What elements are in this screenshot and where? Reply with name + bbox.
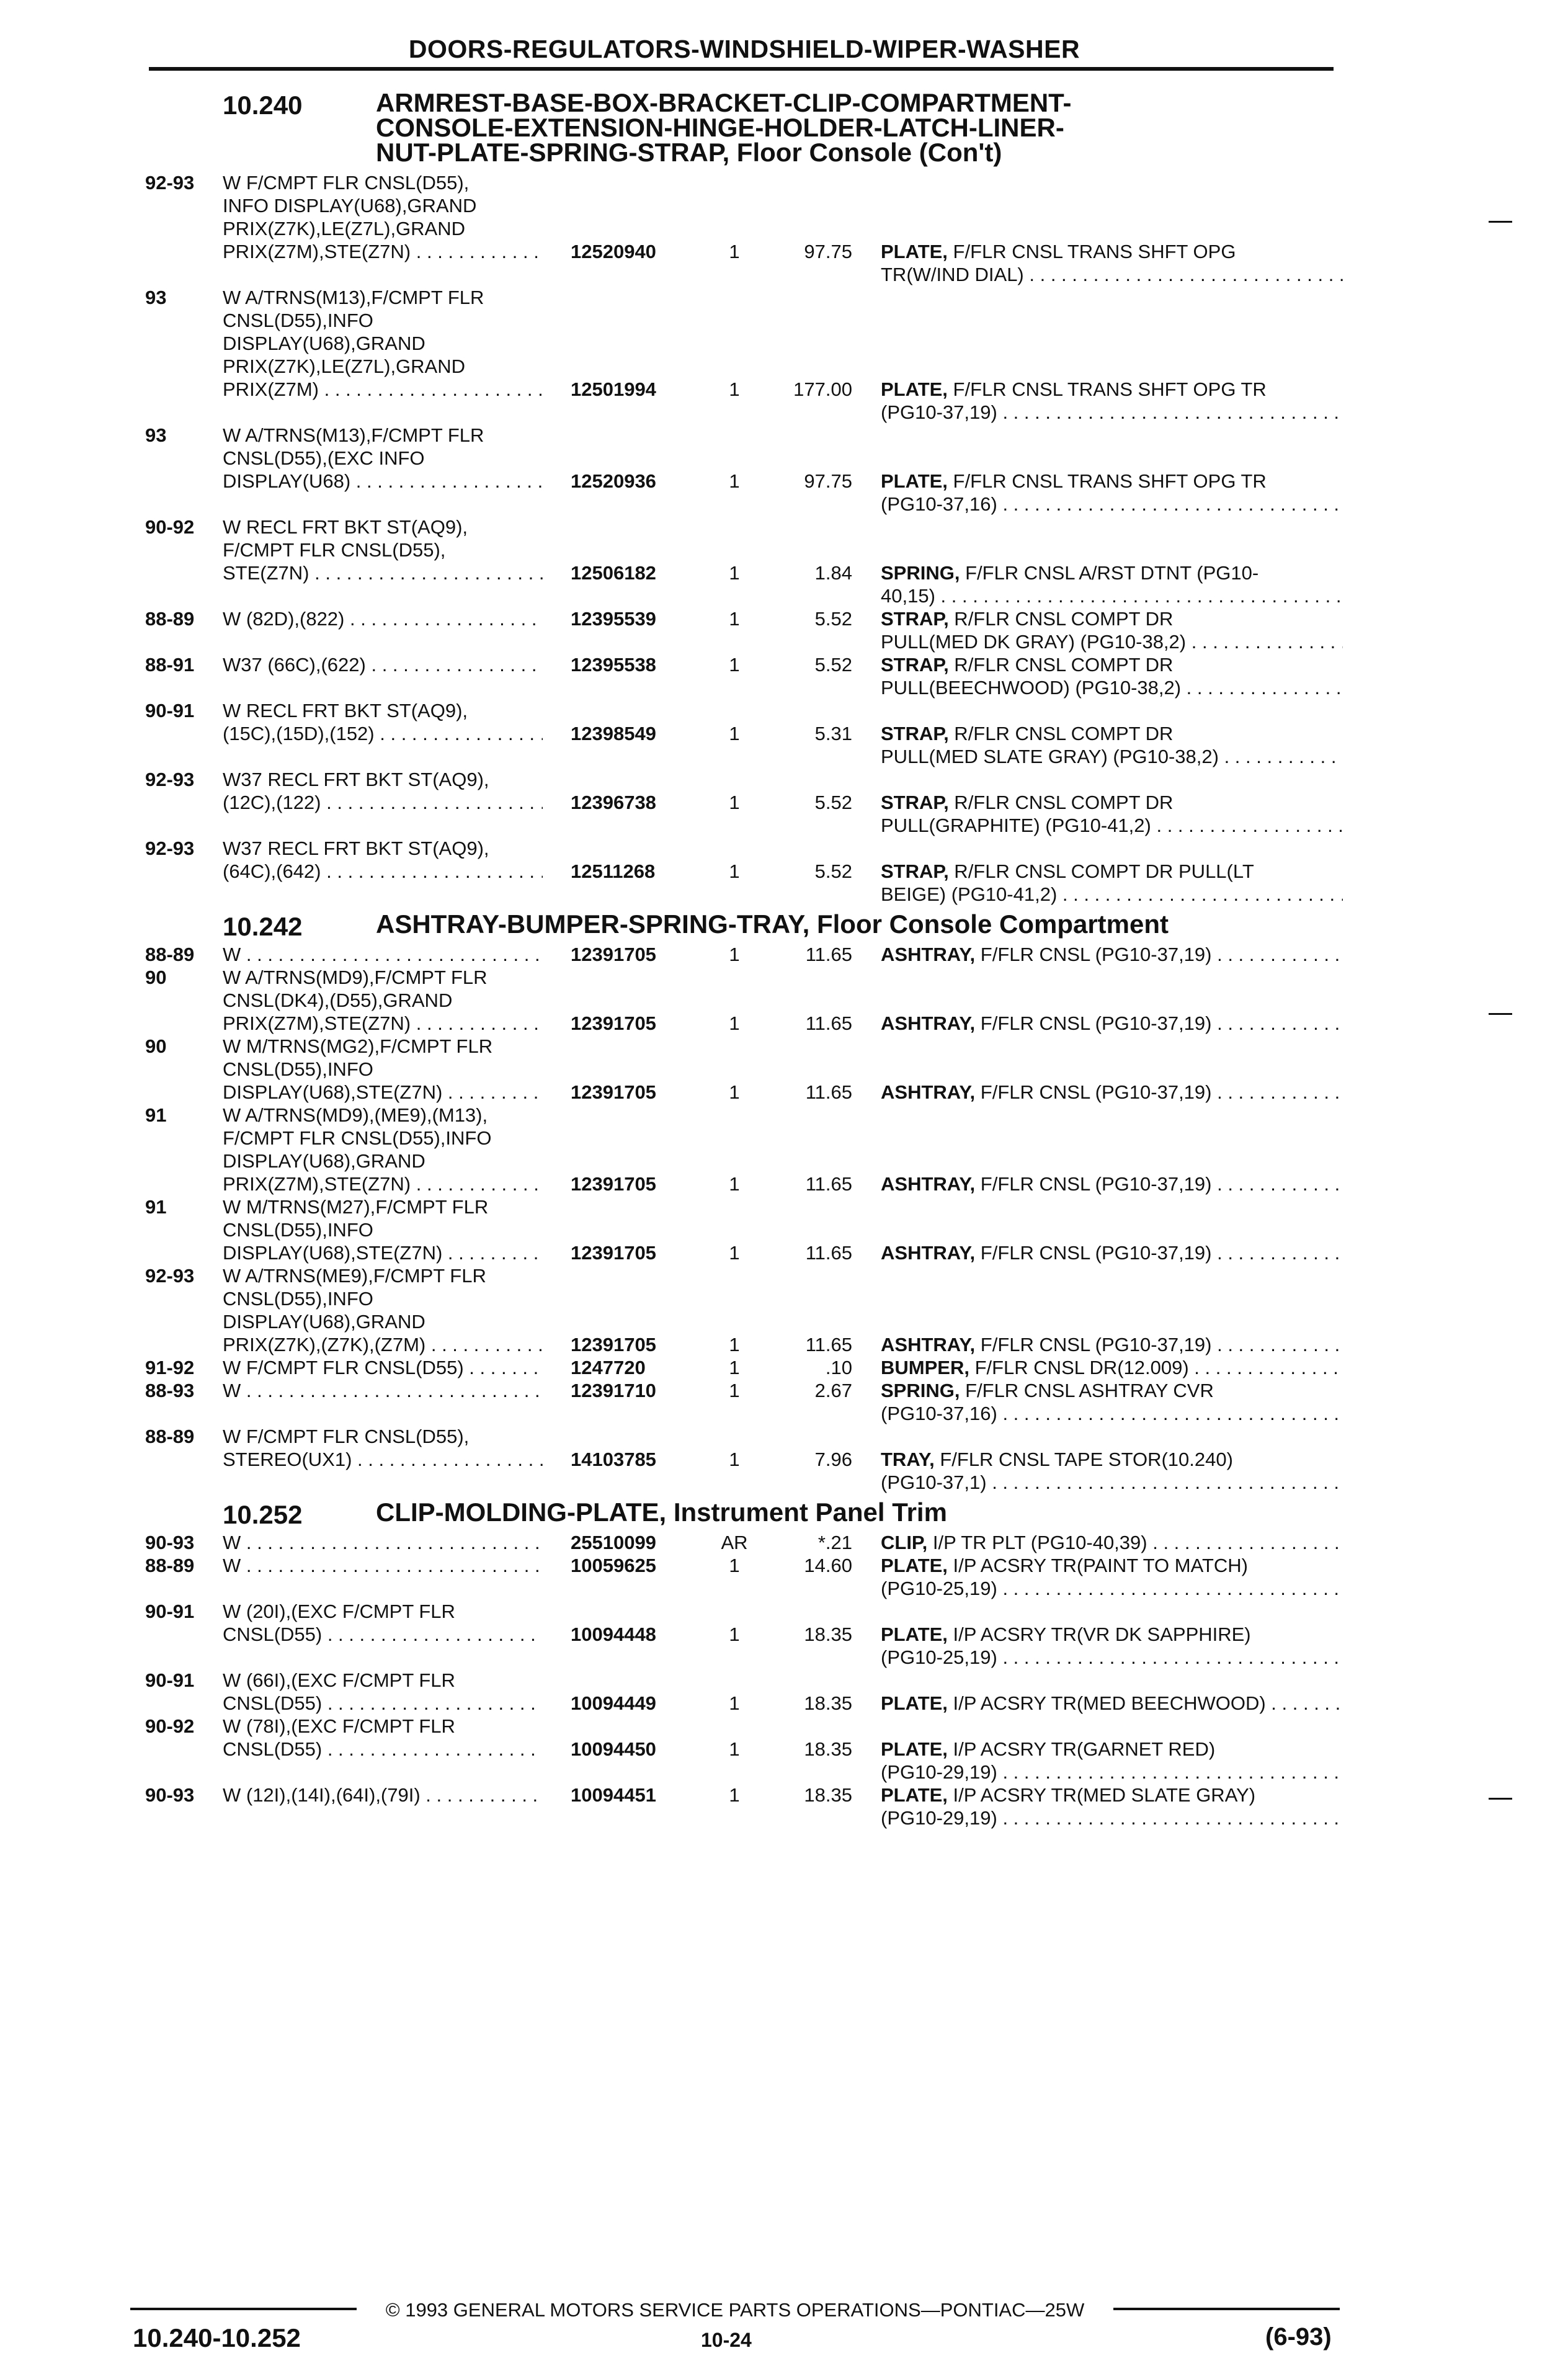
usage-line: PRIX(Z7K),(Z7K),(Z7M) . . . <box>223 1333 543 1356</box>
part-description <box>881 1241 1343 1264</box>
part-description <box>881 1172 1343 1195</box>
part-description <box>881 470 1343 516</box>
part-number: 12395538 <box>571 654 656 676</box>
model-years: 90-91 <box>145 700 195 721</box>
model-years: 88-89 <box>145 608 195 630</box>
section-number: 10.242 <box>223 912 303 941</box>
usage-line: W A/TRNS(ME9),F/CMPT FLR <box>223 1265 486 1287</box>
usage-line: W37 RECL FRT BKT ST(AQ9), <box>223 837 489 859</box>
usage-line: CNSL(D55),INFO <box>223 310 373 331</box>
part-number: 12391705 <box>571 1242 656 1264</box>
part-description-line: SPRING, F/FLR CNSL ASHTRAY CVR <box>881 1380 1214 1401</box>
model-years: 92-93 <box>145 837 195 859</box>
part-row <box>145 768 1342 837</box>
margin-tick <box>1489 1798 1512 1800</box>
quantity: 1 <box>729 1357 740 1378</box>
part-description-line: PLATE, I/P ACSRY TR(MED SLATE GRAY) <box>881 1784 1256 1806</box>
usage-line: STE(Z7N) . . . <box>223 561 543 584</box>
usage-description <box>223 1379 543 1402</box>
price: 18.35 <box>804 1692 852 1714</box>
usage-line: CNSL(D55),INFO <box>223 1058 373 1080</box>
margin-tick <box>1489 221 1512 223</box>
quantity: 1 <box>729 1449 740 1470</box>
usage-line: (12C),(122) . . . <box>223 791 543 814</box>
section-number: 10.252 <box>223 1500 303 1529</box>
part-description <box>881 561 1343 607</box>
usage-description <box>223 1264 543 1356</box>
model-years: 91 <box>145 1104 167 1126</box>
section-heading <box>145 909 1342 941</box>
usage-line: DISPLAY(U68),GRAND <box>223 1150 425 1172</box>
part-number: 12391705 <box>571 944 656 965</box>
usage-line: CNSL(D55),(EXC INFO <box>223 447 425 469</box>
model-years: 90-91 <box>145 1601 195 1622</box>
part-description-line: (PG10-25,19) . . . <box>881 1577 1343 1600</box>
usage-line: W (82D),(822) . . . <box>223 607 543 630</box>
model-years: 90-91 <box>145 1669 195 1691</box>
part-description-line: PULL(BEECHWOOD) (PG10-38,2) . . . <box>881 676 1343 699</box>
parts-listing <box>145 84 1342 1829</box>
part-description <box>881 607 1343 653</box>
usage-line: W . . . <box>223 1554 543 1577</box>
part-description-line: TR(W/IND DIAL) . . . <box>881 263 1343 286</box>
margin-tick <box>1489 1013 1512 1015</box>
quantity: 1 <box>729 378 740 400</box>
part-description <box>881 1448 1343 1494</box>
part-row <box>145 1715 1342 1784</box>
part-number: 12398549 <box>571 723 656 744</box>
part-description <box>881 1081 1343 1104</box>
usage-line: W (20I),(EXC F/CMPT FLR <box>223 1601 455 1622</box>
part-row <box>145 1356 1342 1379</box>
quantity: 1 <box>729 1692 740 1714</box>
footer-page-number: 10-24 <box>701 2329 752 2351</box>
model-years: 93 <box>145 287 167 308</box>
part-number: 12511268 <box>571 860 656 882</box>
part-description-line: TRAY, F/FLR CNSL TAPE STOR(10.240) <box>881 1449 1233 1470</box>
part-description-line: ASHTRAY, F/FLR CNSL (PG10-37,19) . . . <box>881 1172 1343 1195</box>
model-years: 88-91 <box>145 654 195 676</box>
model-years: 91 <box>145 1196 167 1218</box>
quantity: 1 <box>729 1380 740 1401</box>
part-row <box>145 1264 1342 1356</box>
price: 14.60 <box>804 1555 852 1576</box>
usage-description <box>223 1784 543 1806</box>
usage-line: CNSL(DK4),(D55),GRAND <box>223 989 453 1011</box>
price: 7.96 <box>814 1449 852 1470</box>
part-description-line: 40,15) . . . <box>881 584 1343 607</box>
model-years: 90-92 <box>145 516 195 538</box>
model-years: 93 <box>145 424 167 446</box>
quantity: 1 <box>729 1784 740 1806</box>
usage-description <box>223 1531 543 1554</box>
quantity: 1 <box>729 1081 740 1103</box>
part-description-line: ASHTRAY, F/FLR CNSL (PG10-37,19) . . . <box>881 943 1343 966</box>
part-number: 12501994 <box>571 378 656 400</box>
part-number: 1247720 <box>571 1357 646 1378</box>
usage-line: W M/TRNS(MG2),F/CMPT FLR <box>223 1035 493 1057</box>
quantity: 1 <box>729 1738 740 1760</box>
quantity: 1 <box>729 241 740 262</box>
part-description <box>881 1692 1343 1715</box>
part-row <box>145 837 1342 906</box>
part-row <box>145 171 1342 286</box>
part-description-line: ASHTRAY, F/FLR CNSL (PG10-37,19) . . . <box>881 1333 1343 1356</box>
usage-line: W37 (66C),(622) . . . <box>223 653 543 676</box>
part-description <box>881 1738 1343 1784</box>
section-title-line: NUT-PLATE-SPRING-STRAP, Floor Console (Con't) <box>376 138 1002 167</box>
part-description-line: PULL(MED DK GRAY) (PG10-38,2) . . . <box>881 630 1343 653</box>
price: 11.65 <box>805 1334 852 1355</box>
part-number: 10094449 <box>571 1692 656 1714</box>
price: .10 <box>825 1357 852 1378</box>
part-number: 10094451 <box>571 1784 656 1806</box>
part-description-line: PULL(GRAPHITE) (PG10-41,2) . . . <box>881 814 1343 837</box>
footer-rule-right <box>1113 2308 1340 2310</box>
part-number: 10094450 <box>571 1738 656 1760</box>
usage-line: DISPLAY(U68),GRAND <box>223 333 425 354</box>
part-description <box>881 943 1343 966</box>
price: *.21 <box>817 1532 852 1553</box>
quantity: 1 <box>729 1242 740 1264</box>
price: 2.67 <box>814 1380 852 1401</box>
usage-line: W F/CMPT FLR CNSL(D55) . . . <box>223 1356 543 1379</box>
part-row <box>145 1669 1342 1715</box>
part-description <box>881 1333 1343 1356</box>
quantity: 1 <box>729 723 740 744</box>
usage-description <box>223 1425 543 1471</box>
model-years: 88-93 <box>145 1380 195 1401</box>
part-row <box>145 1425 1342 1494</box>
model-years: 92-93 <box>145 172 195 194</box>
part-row <box>145 1195 1342 1264</box>
part-row <box>145 424 1342 516</box>
price: 97.75 <box>804 241 852 262</box>
model-years: 90 <box>145 967 167 988</box>
model-years: 90-93 <box>145 1532 195 1553</box>
part-row <box>145 966 1342 1035</box>
part-description-line: BUMPER, F/FLR CNSL DR(12.009) . . . <box>881 1356 1343 1379</box>
usage-line: W M/TRNS(M27),F/CMPT FLR <box>223 1196 489 1218</box>
part-description-line: (PG10-25,19) . . . <box>881 1646 1343 1669</box>
usage-line: W A/TRNS(MD9),F/CMPT FLR <box>223 967 488 988</box>
part-description-line: (PG10-29,19) . . . <box>881 1806 1343 1829</box>
usage-line: W RECL FRT BKT ST(AQ9), <box>223 516 468 538</box>
part-description-line: PLATE, I/P ACSRY TR(GARNET RED) <box>881 1738 1216 1760</box>
usage-line: W A/TRNS(M13),F/CMPT FLR <box>223 287 484 308</box>
model-years: 90 <box>145 1035 167 1057</box>
part-description <box>881 1012 1343 1035</box>
usage-description <box>223 768 543 814</box>
part-row <box>145 699 1342 768</box>
usage-line: CNSL(D55) . . . <box>223 1692 543 1715</box>
part-description <box>881 791 1343 837</box>
part-number: 12391705 <box>571 1334 656 1355</box>
quantity: 1 <box>729 608 740 630</box>
part-description <box>881 1356 1343 1379</box>
part-number: 12506182 <box>571 562 656 584</box>
part-number: 12391710 <box>571 1380 656 1401</box>
usage-description <box>223 286 543 401</box>
part-description-line: SPRING, F/FLR CNSL A/RST DTNT (PG10- <box>881 562 1259 584</box>
part-number: 10059625 <box>571 1555 656 1576</box>
price: 18.35 <box>804 1623 852 1645</box>
part-row <box>145 1104 1342 1195</box>
part-description <box>881 378 1343 424</box>
usage-line: W37 RECL FRT BKT ST(AQ9), <box>223 769 489 790</box>
usage-description <box>223 943 543 966</box>
part-number: 12391705 <box>571 1173 656 1195</box>
section-heading <box>145 88 1342 167</box>
price: 18.35 <box>804 1738 852 1760</box>
usage-line: W . . . <box>223 1379 543 1402</box>
usage-line: F/CMPT FLR CNSL(D55),INFO <box>223 1127 492 1149</box>
usage-line: PRIX(Z7K),LE(Z7L),GRAND <box>223 218 466 239</box>
section-title-line: CLIP-MOLDING-PLATE, Instrument Panel Trim <box>376 1498 947 1527</box>
usage-description <box>223 516 543 584</box>
section-title <box>376 909 1342 939</box>
usage-line: STEREO(UX1) . . . <box>223 1448 543 1471</box>
part-number: 12520940 <box>571 241 656 262</box>
part-row <box>145 607 1342 653</box>
part-row <box>145 653 1342 699</box>
usage-line: W (12I),(14I),(64I),(79I) . . . <box>223 1784 543 1806</box>
part-number: 12520936 <box>571 470 656 492</box>
footer-date: (6-93) <box>1265 2323 1332 2351</box>
part-description-line: STRAP, R/FLR CNSL COMPT DR <box>881 792 1174 813</box>
section-title-line: CONSOLE-EXTENSION-HINGE-HOLDER-LATCH-LINER- <box>376 113 1064 142</box>
part-description-line: (PG10-37,16) . . . <box>881 493 1343 516</box>
usage-line: PRIX(Z7M),STE(Z7N) . . . <box>223 1172 543 1195</box>
usage-line: W (78I),(EXC F/CMPT FLR <box>223 1715 455 1737</box>
part-description <box>881 653 1343 699</box>
part-row <box>145 1379 1342 1425</box>
usage-line: INFO DISPLAY(U68),GRAND <box>223 195 477 217</box>
price: 5.52 <box>814 608 852 630</box>
price: 1.84 <box>814 562 852 584</box>
usage-line: W A/TRNS(MD9),(ME9),(M13), <box>223 1104 488 1126</box>
usage-description <box>223 607 543 630</box>
part-description-line: ASHTRAY, F/FLR CNSL (PG10-37,19) . . . <box>881 1081 1343 1104</box>
usage-description <box>223 966 543 1035</box>
part-number: 14103785 <box>571 1449 656 1470</box>
usage-line: W . . . <box>223 943 543 966</box>
footer-section-range: 10.240-10.252 <box>133 2323 301 2352</box>
part-description-line: STRAP, R/FLR CNSL COMPT DR PULL(LT <box>881 860 1254 882</box>
part-row <box>145 286 1342 424</box>
usage-line: (15C),(15D),(152) . . . <box>223 722 543 745</box>
part-description-line: PLATE, I/P ACSRY TR(PAINT TO MATCH) <box>881 1555 1248 1576</box>
usage-description <box>223 1195 543 1264</box>
part-description-line: PLATE, I/P ACSRY TR(VR DK SAPPHIRE) <box>881 1623 1251 1645</box>
usage-description <box>223 171 543 263</box>
part-description-line: (PG10-37,1) . . . <box>881 1471 1343 1494</box>
part-description-line: STRAP, R/FLR CNSL COMPT DR <box>881 654 1174 676</box>
quantity: 1 <box>729 1334 740 1355</box>
usage-line: PRIX(Z7M),STE(Z7N) . . . <box>223 1012 543 1035</box>
part-description-line: STRAP, R/FLR CNSL COMPT DR <box>881 608 1174 630</box>
part-description-line: PLATE, F/FLR CNSL TRANS SHFT OPG TR <box>881 378 1267 400</box>
price: 11.65 <box>805 1081 852 1103</box>
quantity: AR <box>721 1532 748 1553</box>
model-years: 92-93 <box>145 769 195 790</box>
quantity: 1 <box>729 470 740 492</box>
quantity: 1 <box>729 944 740 965</box>
usage-description <box>223 1104 543 1195</box>
part-row <box>145 1600 1342 1669</box>
quantity: 1 <box>729 1012 740 1034</box>
part-description <box>881 1379 1343 1425</box>
price: 11.65 <box>805 1242 852 1264</box>
usage-line: DISPLAY(U68),STE(Z7N) . . . <box>223 1241 543 1264</box>
usage-line: W F/CMPT FLR CNSL(D55), <box>223 172 470 194</box>
usage-description <box>223 1715 543 1761</box>
model-years: 88-89 <box>145 1426 195 1447</box>
part-row <box>145 516 1342 607</box>
price: 5.52 <box>814 654 852 676</box>
part-number: 12391705 <box>571 1012 656 1034</box>
usage-line: CNSL(D55),INFO <box>223 1288 373 1310</box>
part-description <box>881 722 1343 768</box>
usage-description <box>223 837 543 883</box>
part-description-line: ASHTRAY, F/FLR CNSL (PG10-37,19) . . . <box>881 1241 1343 1264</box>
part-description-line: PLATE, I/P ACSRY TR(MED BEECHWOOD) . . . <box>881 1692 1343 1715</box>
usage-line: DISPLAY(U68) . . . <box>223 470 543 493</box>
part-description <box>881 1531 1343 1554</box>
usage-line: (64C),(642) . . . <box>223 860 543 883</box>
part-description <box>881 240 1343 286</box>
part-description-line: PULL(MED SLATE GRAY) (PG10-38,2) . . . <box>881 745 1343 768</box>
usage-description <box>223 1669 543 1715</box>
usage-line: CNSL(D55) . . . <box>223 1738 543 1761</box>
model-years: 88-89 <box>145 1555 195 1576</box>
quantity: 1 <box>729 860 740 882</box>
part-description-line: STRAP, R/FLR CNSL COMPT DR <box>881 723 1174 744</box>
usage-line: PRIX(Z7M),STE(Z7N) . . . <box>223 240 543 263</box>
usage-line: PRIX(Z7M) . . . <box>223 378 543 401</box>
section-number: 10.240 <box>223 91 303 120</box>
usage-line: W F/CMPT FLR CNSL(D55), <box>223 1426 470 1447</box>
usage-description <box>223 699 543 745</box>
part-description <box>881 1554 1343 1600</box>
part-description-line: CLIP, I/P TR PLT (PG10-40,39) . . . <box>881 1531 1343 1554</box>
usage-line: W . . . <box>223 1531 543 1554</box>
part-number: 12396738 <box>571 792 656 813</box>
model-years: 90-93 <box>145 1784 195 1806</box>
price: 5.52 <box>814 860 852 882</box>
section-title <box>376 88 1342 167</box>
usage-line: W (66I),(EXC F/CMPT FLR <box>223 1669 455 1691</box>
part-description-line: (PG10-37,19) . . . <box>881 401 1343 424</box>
usage-description <box>223 1600 543 1646</box>
section-title-line: ARMREST-BASE-BOX-BRACKET-CLIP-COMPARTMENT- <box>376 88 1072 117</box>
part-description <box>881 860 1343 906</box>
usage-line: DISPLAY(U68),GRAND <box>223 1311 425 1333</box>
model-years: 92-93 <box>145 1265 195 1287</box>
part-number: 25510099 <box>571 1532 656 1553</box>
section-heading <box>145 1498 1342 1529</box>
model-years: 90-92 <box>145 1715 195 1737</box>
part-row <box>145 943 1342 966</box>
price: 18.35 <box>804 1784 852 1806</box>
usage-line: DISPLAY(U68),STE(Z7N) . . . <box>223 1081 543 1104</box>
usage-line: CNSL(D55) . . . <box>223 1623 543 1646</box>
usage-line: W RECL FRT BKT ST(AQ9), <box>223 700 468 721</box>
page-header-title: DOORS-REGULATORS-WINDSHIELD-WIPER-WASHER <box>408 35 1080 63</box>
usage-line: F/CMPT FLR CNSL(D55), <box>223 539 446 561</box>
part-row <box>145 1554 1342 1600</box>
quantity: 1 <box>729 1173 740 1195</box>
quantity: 1 <box>729 792 740 813</box>
part-description-line: (PG10-29,19) . . . <box>881 1761 1343 1784</box>
part-row <box>145 1035 1342 1104</box>
part-description-line: ASHTRAY, F/FLR CNSL (PG10-37,19) . . . <box>881 1012 1343 1035</box>
usage-description <box>223 1554 543 1577</box>
price: 5.31 <box>814 723 852 744</box>
price: 11.65 <box>805 944 852 965</box>
copyright-notice: © 1993 GENERAL MOTORS SERVICE PARTS OPERATIONS—PONTIAC—25W <box>385 2299 1085 2321</box>
price: 177.00 <box>793 378 852 400</box>
usage-description <box>223 1356 543 1379</box>
section-title <box>376 1500 1342 1525</box>
usage-line: PRIX(Z7K),LE(Z7L),GRAND <box>223 355 466 377</box>
part-description <box>881 1784 1343 1829</box>
part-row <box>145 1531 1342 1554</box>
price: 11.65 <box>805 1012 852 1034</box>
part-description-line: BEIGE) (PG10-41,2) . . . <box>881 883 1343 906</box>
usage-description <box>223 424 543 493</box>
usage-description <box>223 1035 543 1104</box>
part-description-line: PLATE, F/FLR CNSL TRANS SHFT OPG TR <box>881 470 1267 492</box>
part-number: 12391705 <box>571 1081 656 1103</box>
section-title-line: ASHTRAY-BUMPER-SPRING-TRAY, Floor Console Compartment <box>376 909 1169 939</box>
model-years: 91-92 <box>145 1357 195 1378</box>
model-years: 88-89 <box>145 944 195 965</box>
quantity: 1 <box>729 654 740 676</box>
usage-description <box>223 653 543 676</box>
usage-line: CNSL(D55),INFO <box>223 1219 373 1241</box>
part-description-line: (PG10-37,16) . . . <box>881 1402 1343 1425</box>
quantity: 1 <box>729 1555 740 1576</box>
price: 5.52 <box>814 792 852 813</box>
quantity: 1 <box>729 562 740 584</box>
price: 11.65 <box>805 1173 852 1195</box>
part-number: 12395539 <box>571 608 656 630</box>
usage-line: W A/TRNS(M13),F/CMPT FLR <box>223 424 484 446</box>
part-description-line: PLATE, F/FLR CNSL TRANS SHFT OPG <box>881 241 1236 262</box>
part-number: 10094448 <box>571 1623 656 1645</box>
header-rule <box>149 67 1334 71</box>
part-row <box>145 1784 1342 1829</box>
part-description <box>881 1623 1343 1669</box>
price: 97.75 <box>804 470 852 492</box>
quantity: 1 <box>729 1623 740 1645</box>
